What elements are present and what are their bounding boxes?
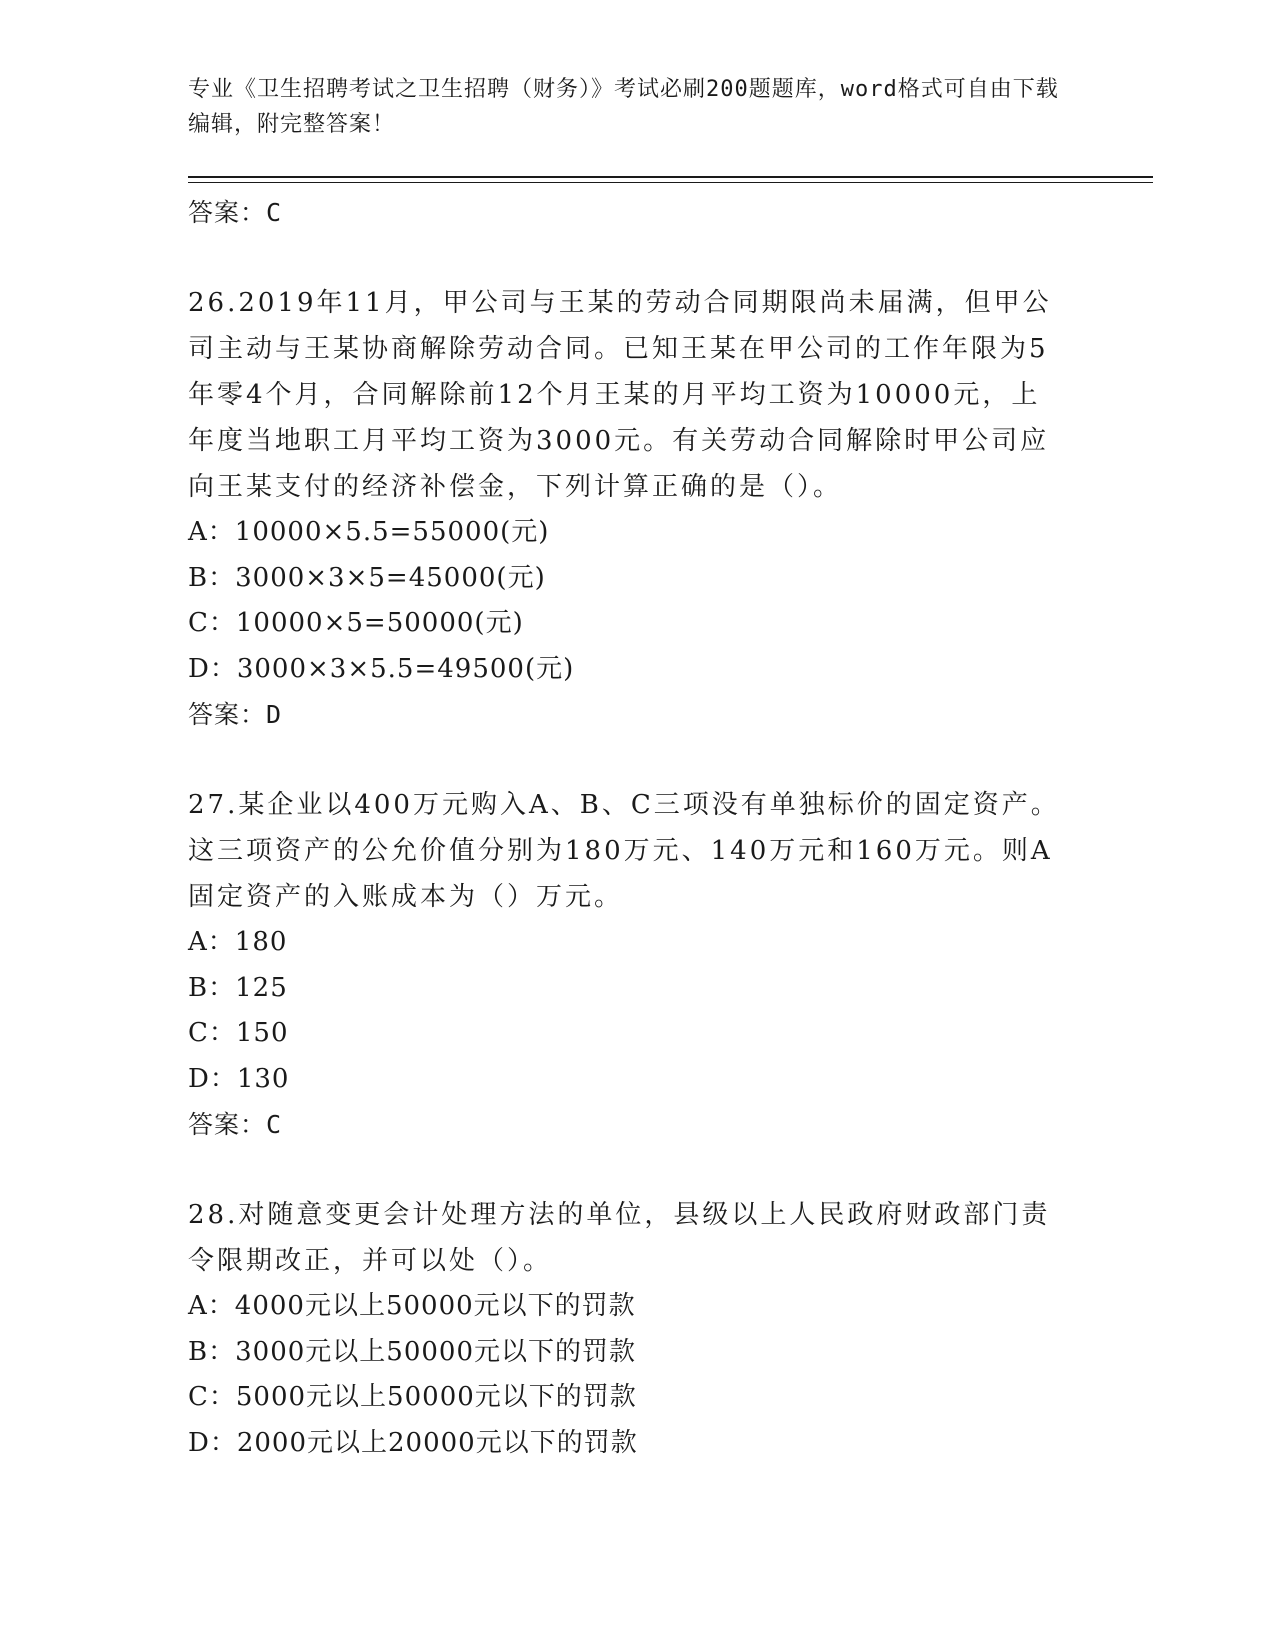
option-b: B：3000×3×5=45000(元) (188, 562, 546, 593)
option-d: D：3000×3×5.5=49500(元) (188, 653, 575, 684)
option-c: C：5000元以上50000元以下的罚款 (188, 1382, 637, 1412)
question-answer: 答案：D (188, 700, 283, 729)
spacer (188, 1147, 1088, 1192)
option-c: C：150 (188, 1018, 289, 1048)
option-a: A：4000元以上50000元以下的罚款 (188, 1291, 636, 1321)
document-content (188, 190, 1088, 1466)
spacer (188, 737, 1088, 782)
option-c: C：10000×5=50000(元) (188, 608, 524, 638)
question-answer: 答案：C (188, 1110, 283, 1139)
option-b: B：3000元以上50000元以下的罚款 (188, 1336, 636, 1367)
question-stem: 28.对随意变更会计处理方法的单位，县级以上人民政府财政部门责令限期改正，并可以处（）。 (188, 1200, 1051, 1276)
question-27 (188, 782, 1088, 1147)
header-rule-thick (188, 176, 1153, 178)
option-d: D：2000元以上20000元以下的罚款 (188, 1427, 638, 1458)
spacer (188, 235, 1088, 280)
previous-answer: 答案：C (188, 198, 283, 227)
option-a: A：10000×5.5=55000(元) (188, 517, 550, 547)
question-26 (188, 280, 1088, 737)
question-stem: 27.某企业以400万元购入A、B、C三项没有单独标价的固定资产。这三项资产的公允价值分别为180万元、140万元和160万元。则A固定资产的入账成本为（）万元。 (188, 790, 1060, 912)
question-stem: 26.2019年11月，甲公司与王某的劳动合同期限尚未届满，但甲公司主动与王某协商解除劳动合同。已知王某在甲公司的工作年限为5年零4个月，合同解除前12个月王某的月平均工资为10000元，上年度当地职工月平均工资为3000元。有关劳动合同解除时甲公司应向王某支付的经济补偿金，下列计算正确的是（）。 (188, 288, 1052, 502)
question-28 (188, 1192, 1088, 1466)
option-b: B：125 (188, 972, 288, 1003)
document-header: 专业《卫生招聘考试之卫生招聘（财务）》考试必刷200题题库，word格式可自由下载编辑，附完整答案！ (188, 77, 1059, 137)
header-rule-thin (188, 182, 1153, 183)
option-a: A：180 (188, 927, 288, 957)
option-d: D：130 (188, 1063, 290, 1094)
